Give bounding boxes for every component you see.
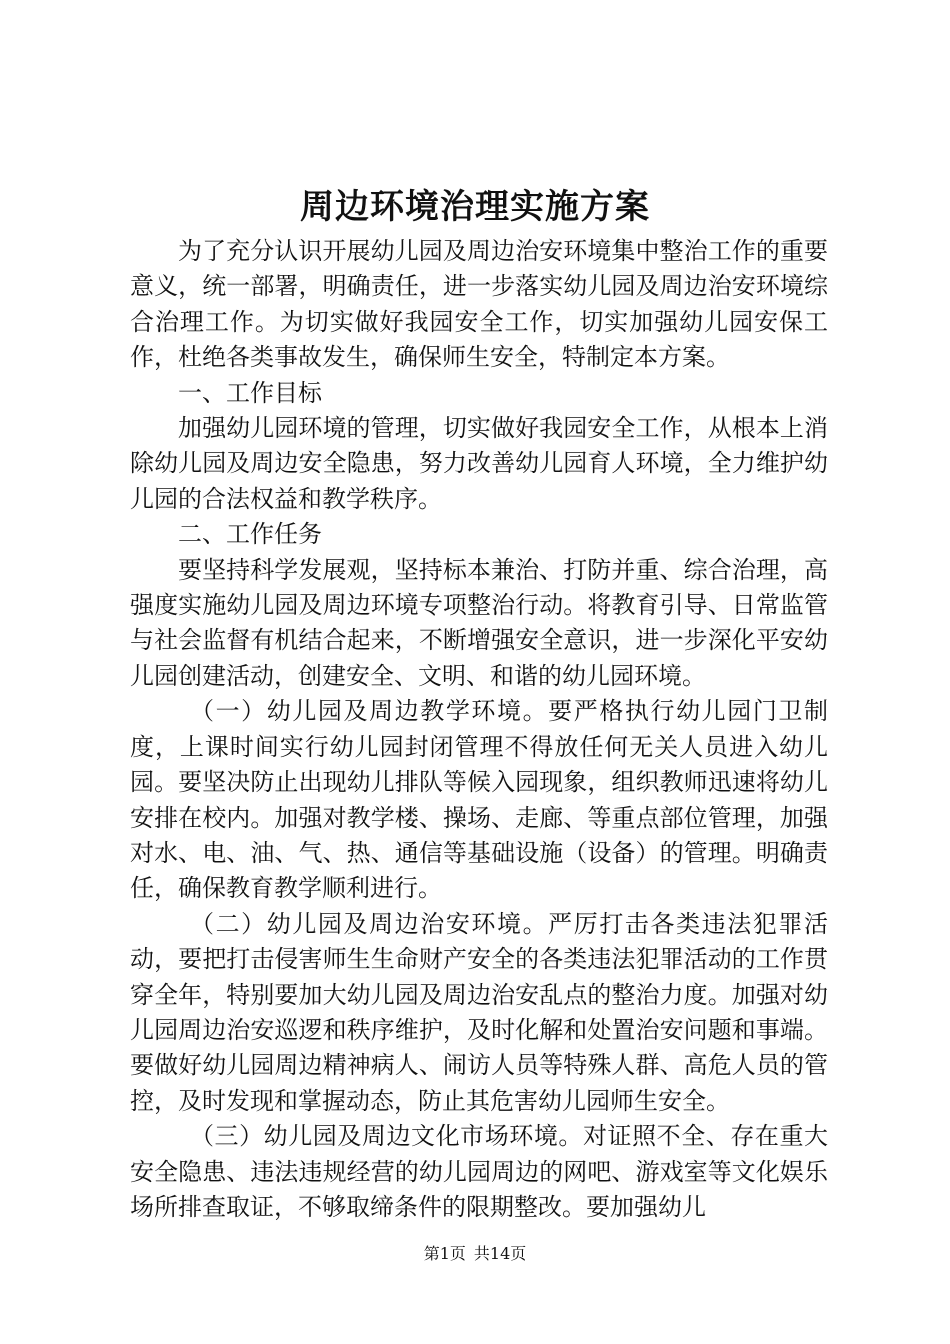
goals-paragraph: 加强幼儿园环境的管理，切实做好我园安全工作，从根本上消除幼儿园及周边安全隐患，努力改善幼儿园育人环境，全力维护幼儿园的合法权益和教学秩序。 (130, 414, 828, 513)
page-number: 第1页 (423, 1244, 466, 1263)
document-body (130, 234, 828, 1225)
page-footer (0, 1243, 950, 1265)
intro-paragraph: 为了充分认识开展幼儿园及周边治安环境集中整治工作的重要意义，统一部署，明确责任，进一步落实幼儿园及周边治安环境综合治理工作。为切实做好我园安全工作，切实加强幼儿园安保工作，杜绝各类事故发生，确保师生安全，特制定本方案。 (130, 237, 828, 372)
page-total: 共14页 (473, 1244, 527, 1263)
section-heading-tasks: 二、工作任务 (178, 520, 322, 549)
subsection-culture-market-environment: （三）幼儿园及周边文化市场环境。对证照不全、存在重大安全隐患、违法违规经营的幼儿园周边的网吧、游戏室等文化娱乐场所排查取证，不够取缔条件的限期整改。要加强幼儿 (130, 1122, 828, 1221)
section-heading-goals: 一、工作目标 (178, 378, 322, 407)
tasks-paragraph: 要坚持科学发展观，坚持标本兼治、打防并重、综合治理，高强度实施幼儿园及周边环境专项整治行动。将教育引导、日常监管与社会监督有机结合起来，不断增强安全意识，进一步深化平安幼儿园创建活动，创建安全、文明、和谐的幼儿园环境。 (130, 555, 828, 690)
subsection-teaching-environment: （一）幼儿园及周边教学环境。要严格执行幼儿园门卫制度，上课时间实行幼儿园封闭管理不得放任何无关人员进入幼儿园。要坚决防止出现幼儿排队等候入园现象，组织教师迅速将幼儿安排在校内。加强对教学楼、操场、走廊、等重点部位管理，加强对水、电、油、气、热、通信等基础设施（设备）的管理。明确责任，确保教育教学顺利进行。 (130, 697, 828, 903)
subsection-security-environment: （二）幼儿园及周边治安环境。严厉打击各类违法犯罪活动，要把打击侵害师生生命财产安全的各类违法犯罪活动的工作贯穿全年，特别要加大幼儿园及周边治安乱点的整治力度。加强对幼儿园周边治安巡逻和秩序维护，及时化解和处置治安问题和事端。要做好幼儿园周边精神病人、闹访人员等特殊人群、高危人员的管控，及时发现和掌握动态，防止其危害幼儿园师生安全。 (130, 909, 828, 1115)
document-title: 周边环境治理实施方案 (300, 187, 650, 227)
